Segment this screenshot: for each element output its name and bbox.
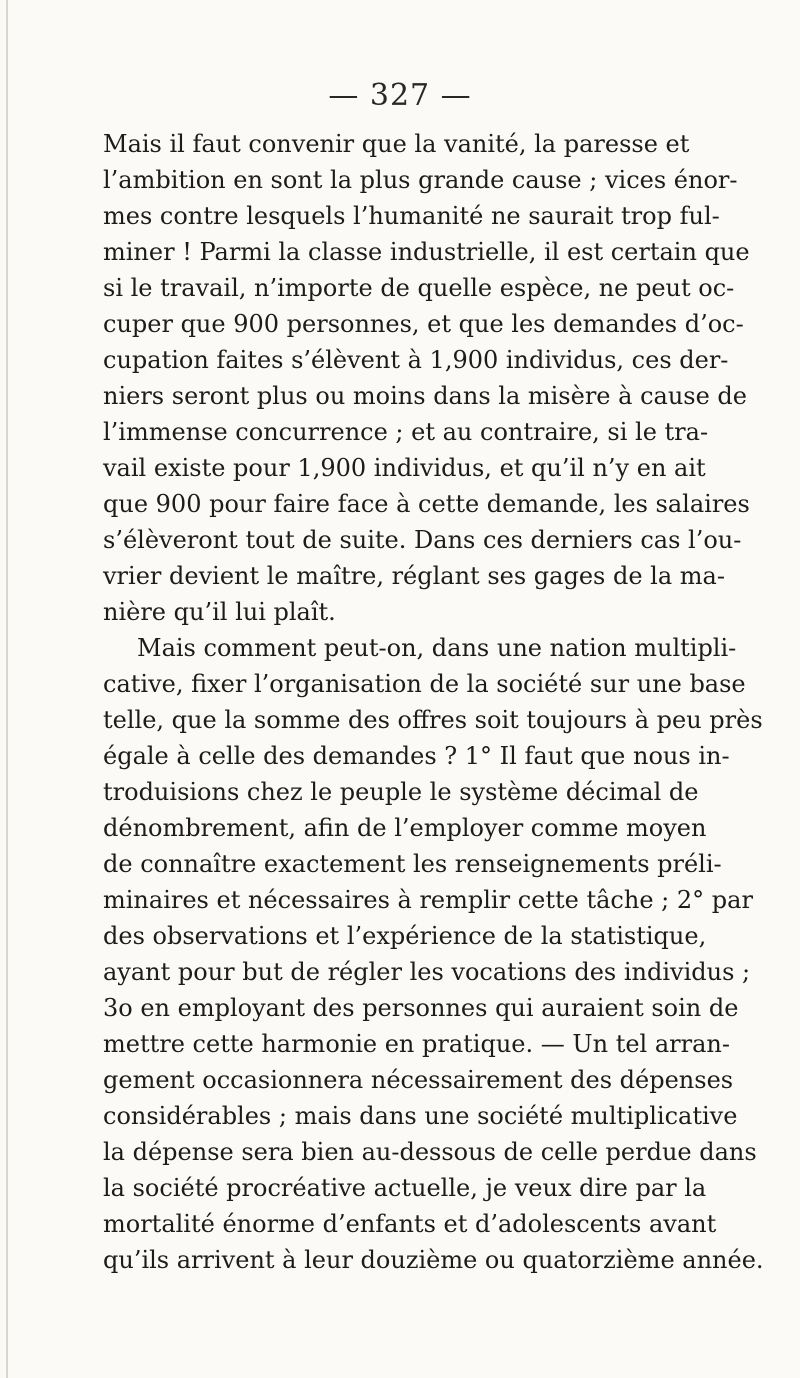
text-line: la société procréative actuelle, je veux dire par la bbox=[103, 1174, 707, 1202]
text-line: considérables ; mais dans une société multiplicative bbox=[103, 1102, 738, 1130]
text-line: si le travail, n’importe de quelle espèce, ne peut oc- bbox=[103, 274, 735, 302]
text-line: Mais comment peut-on, dans une nation multipli- bbox=[137, 634, 737, 662]
text-line: 3o en employant des personnes qui auraient soin de bbox=[103, 994, 739, 1022]
text-line: niers seront plus ou moins dans la misère à cause de bbox=[103, 382, 747, 410]
text-line: qu’ils arrivent à leur douzième ou quatorzième année. bbox=[103, 1246, 764, 1274]
text-line: l’immense concurrence ; et au contraire, si le tra- bbox=[103, 418, 709, 446]
text-line: mortalité énorme d’enfants et d’adolescents avant bbox=[103, 1210, 717, 1238]
text-line: cative, fixer l’organisation de la société sur une base bbox=[103, 670, 746, 698]
text-line: vrier devient le maître, réglant ses gages de la ma- bbox=[103, 562, 725, 590]
text-line: mettre cette harmonie en pratique. — Un tel arran- bbox=[103, 1030, 730, 1058]
page-number: — 327 — bbox=[328, 78, 472, 113]
text-line: telle, que la somme des offres soit toujours à peu près bbox=[103, 706, 763, 734]
text-line: l’ambition en sont la plus grande cause ; vices énor- bbox=[103, 166, 738, 194]
text-line: ayant pour but de régler les vocations des individus ; bbox=[103, 958, 751, 986]
text-line: la dépense sera bien au-dessous de celle perdue dans bbox=[103, 1138, 757, 1166]
text-line: égale à celle des demandes ? 1° Il faut que nous in- bbox=[103, 742, 730, 770]
body-text bbox=[103, 126, 764, 1278]
text-line: nière qu’il lui plaît. bbox=[103, 598, 336, 626]
text-line: des observations et l’expérience de la statistique, bbox=[103, 922, 707, 950]
text-line: Mais il faut convenir que la vanité, la paresse et bbox=[103, 130, 690, 158]
text-line: de connaître exactement les renseignements préli- bbox=[103, 850, 722, 878]
text-line: que 900 pour faire face à cette demande, les salaires bbox=[103, 490, 750, 518]
text-line: cupation faites s’élèvent à 1,900 individus, ces der- bbox=[103, 346, 729, 374]
text-line: cuper que 900 personnes, et que les demandes d’oc- bbox=[103, 310, 744, 338]
text-line: mes contre lesquels l’humanité ne saurait trop ful- bbox=[103, 202, 720, 230]
text-line: gement occasionnera nécessairement des dépenses bbox=[103, 1066, 734, 1094]
text-line: dénombrement, afin de l’employer comme moyen bbox=[103, 814, 707, 842]
text-line: troduisions chez le peuple le système décimal de bbox=[103, 778, 699, 806]
page-edge-shadow bbox=[6, 0, 8, 1378]
text-line: minaires et nécessaires à remplir cette tâche ; 2° par bbox=[103, 886, 753, 914]
text-line: miner ! Parmi la classe industrielle, il est certain que bbox=[103, 238, 750, 266]
text-line: s’élèveront tout de suite. Dans ces derniers cas l’ou- bbox=[103, 526, 742, 554]
text-line: vail existe pour 1,900 individus, et qu’il n’y en ait bbox=[103, 454, 706, 482]
